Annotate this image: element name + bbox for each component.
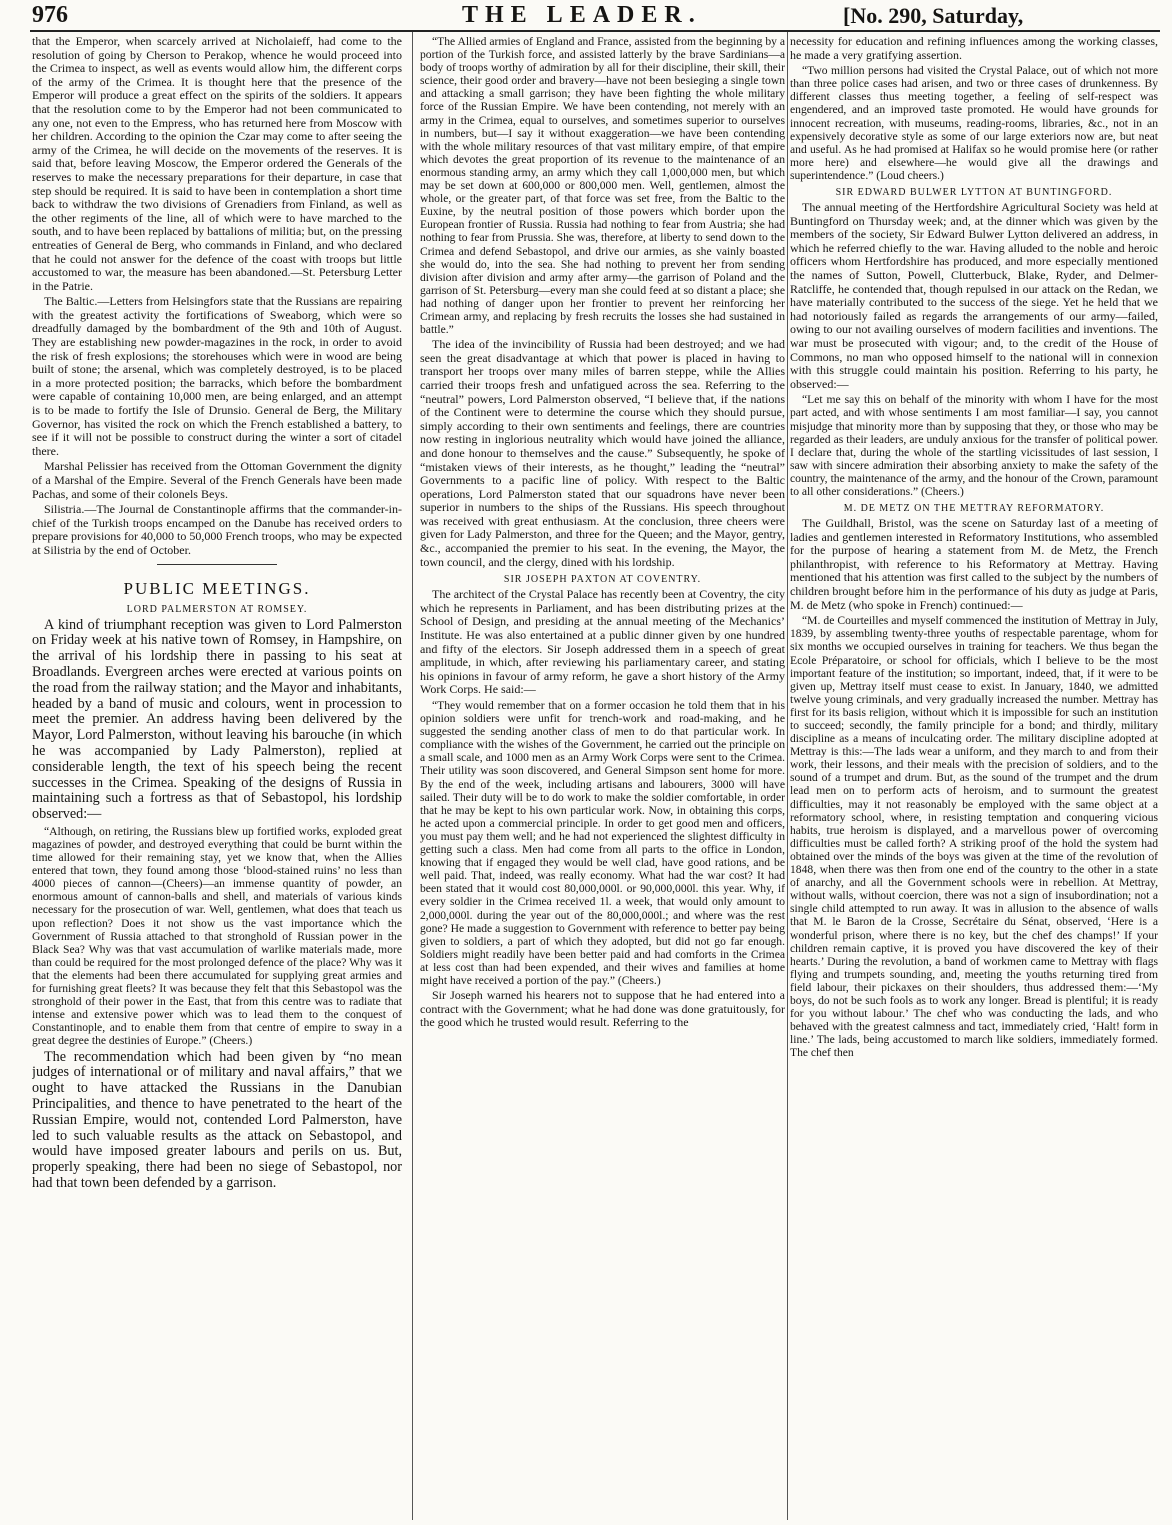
article-paragraph: The Baltic.—Letters from Helsingfors state that the Russians are repairing with the greatest activity the fortifications of Sweaborg, which were so dreadfully damaged by the bombardment of the 9th and 10th of August. They are establishing new powder-magazines in the rock, in order to avoid the risk of fresh explosions; the storehouses which were in wood are being built of stone; the arsenal, which was completely destroyed, is to be placed in a more protected position; the barracks, which before the bombardment were capable of containing 10,000 men, are being enlarged, and an attempt is to be made to fortify the Isle of Drunsio. General de Berg, the Military Governor, has visited the rock on which the French established a battery, to see if it will not be possible to construct during the winter a sort of citadel there. xyxy=(32,294,402,458)
subheading: M. DE METZ ON THE METTRAY REFORMATORY. xyxy=(843,503,1105,515)
column-divider xyxy=(787,32,788,1520)
article-paragraph: The annual meeting of the Hertfordshire Agricultural Society was held at Buntingford on Thursday week; and, at the dinner which was given by the members of the society, Sir Edward Bulwer Lytton delivered an address, in which he referred chiefly to the war. Having alluded to the noble and heroic officers whom Hertfordshire has produced, and more especially mentioned the names of Sutton, Powell, Clutterbuck, Blake, Ryder, and Delmer-Ratcliffe, he contended that, though repulsed in our attack on the Redan, we have materially contributed to the success of the siege. Yet he held that we had notoriously failed as regards the arrangements of our army—failed, owing to our not availing ourselves of modern facilities and inventions. The war must be prosecuted with vigour; and, to the credit of the House of Commons, no man who opposed himself to the national will in connexion with this struggle could maintain his position. Referring to his party, he observed:— xyxy=(790,200,1158,391)
article-paragraph: The Guildhall, Bristol, was the scene on Saturday last of a meeting of ladies and gentlemen interested in Reformatory Institutions, who assembled for the purpose of hearing a statement from M. de Metz, the French philanthropist, with reference to his Reformatory at Mettray. Having mentioned that his attention was first called to the subject by the numbers of children brought before him in the performance of his duty as judge at Paris, M. de Metz (who spoke in French) continued:— xyxy=(790,516,1158,612)
subheading: SIR EDWARD BULWER LYTTON AT BUNTINGFORD. xyxy=(835,187,1113,199)
subheading: LORD PALMERSTON AT ROMSEY. xyxy=(126,603,308,615)
subheading: SIR JOSEPH PAXTON AT COVENTRY. xyxy=(503,574,702,586)
article-paragraph: Marshal Pelissier has received from the Ottoman Government the dignity of a Marshal of the Empire. Several of the French Generals have been made Pachas, and some of their colonels Beys. xyxy=(32,459,402,501)
article-paragraph: that the Emperor, when scarcely arrived at Nicholaieff, had come to the resolution of going by Cherson to Perakop, whence he would proceed into the Crimea to inspect, as well as events would allow him, the different corps of the army of the Crimea. It is thought here that the presence of the Emperor will produce a great effect on the spirits of the soldiers. It appears that the resolution come to by the Emperor had not been communicated to any one, not even to the Empress, who has returned here from Moscow with her children. According to the opinion the Czar may come to after seeing the army of the Crimea, he will decide on the movements of the reserves. It is said that, before leaving Moscow, the Emperor ordered the Generals of the reserves to make the necessary preparations for their departure, in case that step should be required. It is said to have been in contemplation a short time back to withdraw the two divisions of Grenadiers from Finland, as well as the other regiments of the line, all of which were to have marched to the south, and to have been replaced by battalions of militia; but, on the pressing entreaties of General de Berg, who commands in Finland, and who declared that he could not answer for the defence of the coast with troops but little accustomed to war, the measure has been abandoned.—St. Petersburg Letter in the Patrie. xyxy=(32,35,402,293)
column-1 xyxy=(32,35,402,1515)
quote-paragraph: “M. de Courteilles and myself commenced the institution of Mettray in July, 1839, by assembling twenty-three youths of respectable parentage, whom for six months we occupied ourselves in training for teachers. We thus began the Ecole Préparatoire, or school for officials, which I believe to be the most important feature of the institution; so important, indeed, that, if it were to be given up, Mettray itself must cease to exist. In January, 1840, we admitted twelve young criminals, and very gradually increased the number. Mettray has first for its basis religion, without which it is impossible for such an institution to succeed; secondly, the family principle for a bond; and thirdly, military discipline as a means of inculcating order. The military discipline adopted at Mettray is this:—The lads wear a uniform, and they march to and from their work, their lessons, and their meals with the precision of soldiers, and to the sound of a trumpet and drum. But, as the sound of the trumpet and the drum lead men on to perform acts of heroism, and to surmount the greatest difficulties, may it not reasonably be employed with the same object at a reformatory school, where, in resisting temptation and conquering vicious habits, true heroism is displayed, and a marvellous power of overcoming difficulties must be called forth? A striking proof of the hold the system had obtained over the minds of the boys was given at the time of the revolution of 1848, when there was then from one end of the country to the other in a state of anarchy, and all the Government schools were in rebellion. At Mettray, without walls, without coercion, there was not a sign of insubordination; not a single child attempted to run away. It was in allusion to the absence of walls that M. le Baron de la Crosse, Secrétaire du Sénat, observed, ‘Here is a wonderful prison, where there is no key, but the chef des champs!’ If your children remain captive, it is proved you have discovered the key of their hearts.’ During the revolution, a band of workmen came to Mettray with flags flying and trumpets sounding, and, meeting the youths returning tired from field labour, their pickaxes on their shoulders, thus addressed them:—‘My boys, do not be such fools as to work any longer. Bread is plentiful; it is ready for you without labour.’ The chef who was conducting the lads, and who behaved with the greatest calmness and tact, immediately cried, ‘Halt! form in line.’ The lads, being accustomed to march like soldiers, immediately formed. The chef then xyxy=(790,614,1158,1060)
article-paragraph: Sir Joseph warned his hearers not to suppose that he had entered into a contract with the Government; what he had done was done gratuitously, for the good which he trusted would result. Referring to the xyxy=(420,988,785,1030)
quote-paragraph: “Let me say this on behalf of the minority with whom I have for the most part acted, and with whose sentiments I am most familiar—I say, you cannot misjudge that minority more than by supposing that they, or those who may be regarded as their leaders, are unduly anxious for the transfer of political power. I declare that, during the whole of the startling vicissitudes of last session, I saw with sincere admiration their absorbing anxiety to make the safety of the country, the maintenance of the army, and the honour of the Crown, paramount to all other considerations.” (Cheers.) xyxy=(790,393,1158,498)
column-3 xyxy=(790,35,1158,1515)
header-rule xyxy=(30,30,1160,32)
quote-paragraph: “Although, on retiring, the Russians blew up fortified works, exploded great magazines of powder, and destroyed everything that could be burnt within the time allowed for their remaining stay, yet we know that, when the Allies entered that town, they found among those ‘blood-stained ruins’ no less than 4000 pieces of cannon—(Cheers)—an immense quantity of powder, an enormous amount of cannon-balls and shell, and materials of various kinds necessary for the prosecution of war. Well, gentlemen, what does that teach us upon reflection? Does it not show us the vast importance which the Government of Russia attached to that stronghold of Russian power in the Black Sea? Why was that vast accumulation of warlike materials made, more than could be required for the most prolonged defence of the place? Why was it that the elements had been there accumulated for supplying great armies and for furnishing great fleets? It was because they felt that this Sebastopol was the stronghold of their power in the East, that from this centre was to radiate that intense and extensive power which was to lead them to the conquest of Constantinople, and to enable them from that centre of empire to sway in a great degree the destinies of Europe.” (Cheers.) xyxy=(32,824,402,1048)
article-paragraph: The recommendation which had been given by “no mean judges of international or of military and naval affairs,” that we ought to have attacked the Russians in the Danubian Principalities, and thence to have penetrated to the heart of the Russian Empire, would not, contended Lord Palmerston, have led to such valuable results as the attack on Sebastopol, and would have imposed greater labours and perils on us. But, properly speaking, there had been no siege of Sebastopol, nor had that town been defended by a garrison. xyxy=(32,1048,402,1191)
quote-paragraph: “They would remember that on a former occasion he told them that in his opinion soldiers were unfit for trench-work and road-making, and he suggested the sending another class of men to do that particular work. In compliance with the wishes of the Government, he carried out the principle on a small scale, and 1000 men as an Army Work Corps were sent to the Crimea. Their utility was soon discovered, and General Simpson sent home for more. By the end of the week, including artisans and labourers, 3000 will have sailed. Their duty will be to do work to make the soldier comfortable, in order that he may be kept to his own particular work. Now, in obtaining this corps, he acted upon a commercial principle. In order to get good men and officers, you must pay them well; and he had not experienced the slightest difficulty in getting such a class. Men had come from all parts to the office in London, knowing that if engaged they would be well clad, have good rations, and be well paid. That, indeed, was really economy. What had the war cost? It had been stated that it would cost 80,000,000l. or 90,000,000l. this year. Why, if every soldier in the Crimea received 1l. a week, that would only amount to 2,000,000l. during the year out of the 80,000,000l.; and where was the rest gone? He made a suggestion to Government with reference to better pay being given to soldiers, a part of which they adopted, but did not go far enough. Soldiers might readily have been better paid and had comforts in the Crimea at less cost than had been expended, and their wives and families at home might have received a portion of the pay.” (Cheers.) xyxy=(420,699,785,987)
section-heading: PUBLIC MEETINGS. xyxy=(123,578,311,598)
column-divider xyxy=(412,32,413,1520)
article-paragraph: A kind of triumphant reception was given to Lord Palmerston on Friday week at his native town of Romsey, in Hampshire, on the arrival of his lordship there in passing to his seat at Broadlands. Evergreen arches were erected at various points on the road from the railway station; and the Mayor and inhabitants, headed by a band of music and colours, went in procession to meet the premier. An address having been delivered by the Mayor, Lord Palmerston, without leaving his barouche (in which he was accompanied by Lady Palmerston), replied at considerable length, the text of his speech being the recent successes in the Crimea. Speaking of the designs of Russia in maintaining such a fortress as that of Sebastopol, his lordship observed:— xyxy=(32,616,402,823)
article-paragraph: Silistria.—The Journal de Constantinople affirms that the commander-in-chief of the Turkish troops encamped on the Danube has received orders to prepare provisions for 40,000 to 50,000 French troops, who may be expected at Silistria by the end of October. xyxy=(32,502,402,557)
quote-paragraph: “Two million persons had visited the Crystal Palace, out of which not more than three police cases had arisen, and two or three cases of drunkenness. By different classes thus meeting together, a feeling of self-respect was engendered, and an improved taste promoted. He would have grounds for innocent recreation, with museums, reading-rooms, libraries, &c., not in an expensively decorative style as some of our large exteriors now are, but neat and useful. As he had promised at Halifax so he would promise here (or rather more here) and elsewhere—he would give all the drawings and superintendence.” (Loud cheers.) xyxy=(790,64,1158,182)
column-2 xyxy=(420,35,785,1515)
article-paragraph: necessity for education and refining influences among the working classes, he made a very gratifying assertion. xyxy=(790,35,1158,62)
article-paragraph: The architect of the Crystal Palace has recently been at Coventry, the city which he represents in Parliament, and has been distributing prizes at the School of Design, and presiding at the annual meeting of the Mechanics’ Institute. He was also entertained at a public dinner given by one hundred and fifty of the electors. Sir Joseph addressed them in a speech of great amplitude, in which, after reviewing his parliamentary career, and stating his opinions in favour of army reform, he gave a short history of the Army Work Corps. He said:— xyxy=(420,587,785,697)
publication-title: THE LEADER. xyxy=(462,2,702,28)
page-header xyxy=(0,0,1172,30)
issue-label: [No. 290, Saturday, xyxy=(843,3,1024,28)
section-divider xyxy=(157,564,277,565)
article-paragraph: The idea of the invincibility of Russia had been destroyed; and we had seen the great disadvantage at which that power is placed in having to transport her troops over many miles of barren steppe, while the Allies carried their troops fresh and unfatigued across the sea. Referring to the “neutral” powers, Lord Palmerston observed, “I believe that, if the nations of the Continent were to determine the course which they should pursue, simply according to their own sentiments and feelings, there are countries now resting in inglorious neutrality which would have joined the alliance, and done honour to themselves and the cause.” Subsequently, he spoke of “mistaken views of their interests, as he thought,” leading the “neutral” Governments to a pacific line of policy. With respect to the Baltic operations, Lord Palmerston stated that our squadrons have never been superior in numbers to the ships of the Russians. His speech throughout was received with great enthusiasm. At the conclusion, three cheers were given for Lady Palmerston, and three for the Queen; and the Mayor, gentry, &c., accompanied the premier to his seat. In the evening, the Mayor, the town council, and the clergy, dined with his lordship. xyxy=(420,337,785,569)
page-number: 976 xyxy=(32,2,68,28)
quote-paragraph: “The Allied armies of England and France, assisted from the beginning by a portion of the Turkish force, and assisted latterly by the brave Sardinians—a body of troops worthy of admiration by all for their discipline, their skill, their science, their good order and bravery—have not been besieging a single town and attacking a small garrison; they have been fighting the whole military force of the Russian Empire. We have been contending, not merely with an army in the Crimea, equal to ourselves, and sometimes superior to ourselves in numbers, but—I say it without exaggeration—we have been contending with the whole military resources of that vast military empire, of that empire which devotes the great proportion of its revenue to the maintenance of an enormous standing army, an army which they call 1,000,000 men, but which may be set down at 600,000 or 800,000 men. Well, gentlemen, almost the whole, or the greater part, of that force was set free, from the Baltic to the Euxine, by the neutral position of those powers which border upon the European frontier of Russia. Russia had nothing to fear from Austria; she had nothing to fear from Prussia. She was, therefore, at liberty to send down to the Crimea and defend Sebastopol, and drive our armies, as she vainly boasted she would do, into the sea. She had nothing to prevent her from sending division after division and army after army—the garrison of Poland and the garrison of St. Petersburg—every man she could feed at so distant a place; she had nothing of danger upon her frontier to prevent her reinforcing her Crimean army, and replacing by fresh recruits the losses she had sustained in battle.” xyxy=(420,35,785,337)
